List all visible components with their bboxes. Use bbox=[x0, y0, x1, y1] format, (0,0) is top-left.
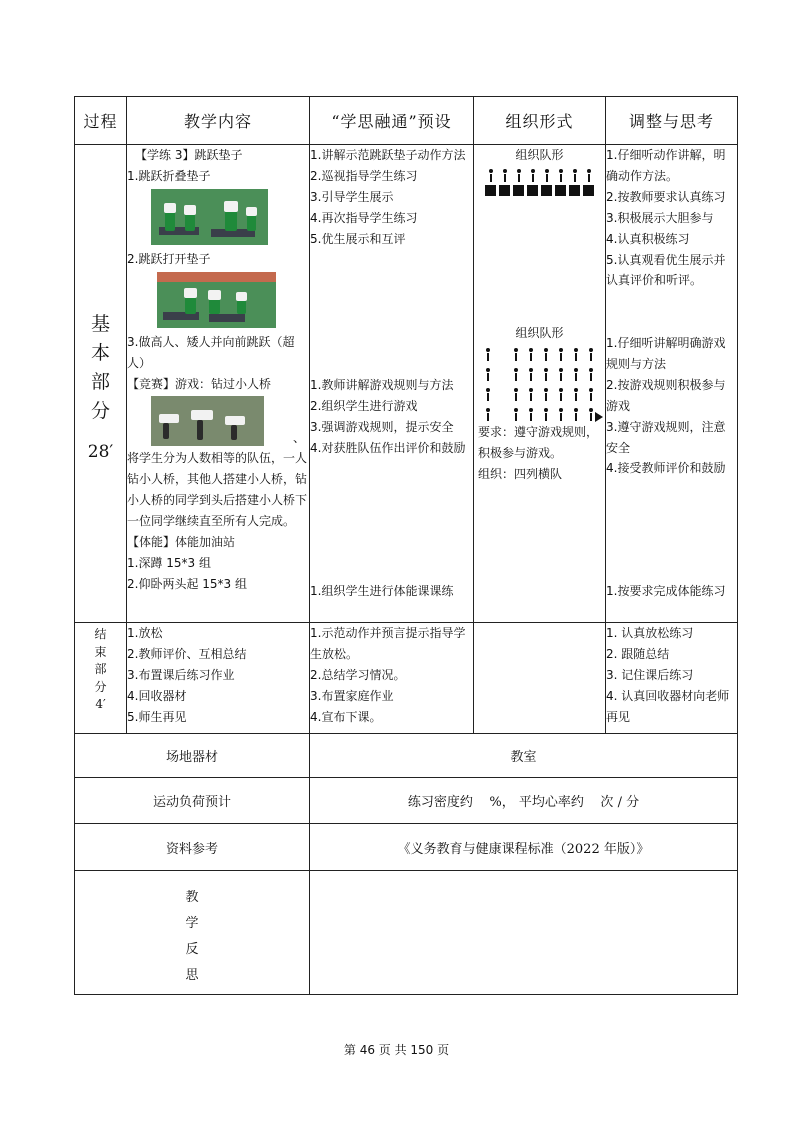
student-icon bbox=[543, 169, 551, 183]
adjust-cell bbox=[606, 145, 738, 623]
game-desc-mark: 、 bbox=[292, 431, 305, 446]
end-content-cell: 1.放松 2.教师评价、互相总结 3.布置课后练习作业 4.回收器材 5.师生再见 bbox=[127, 623, 310, 734]
student-icon bbox=[484, 388, 492, 402]
game-photo-wrap bbox=[127, 394, 309, 448]
student-icon bbox=[542, 388, 550, 402]
load-row bbox=[75, 778, 738, 824]
reflection-label: 教 学 反 思 bbox=[75, 871, 310, 995]
preset-b-1: 1.教师讲解游戏规则与方法 bbox=[310, 378, 454, 392]
preset-a-3: 3.引导学生展示 bbox=[310, 189, 394, 204]
practice-item-2: 2.跳跃打开垫子 bbox=[127, 251, 211, 266]
header-row bbox=[75, 97, 738, 145]
content-cell bbox=[127, 145, 310, 623]
fitness-item-1: 1.深蹲 15*3 组 bbox=[127, 555, 211, 570]
reference-label: 资料参考 bbox=[75, 824, 310, 871]
reference-value: 《义务教育与健康课程标准（2022 年版）》 bbox=[310, 824, 738, 871]
photo-jump-open-mat bbox=[157, 272, 276, 328]
student-icon bbox=[527, 368, 535, 382]
adjust-b-2: 2.按游戏规则积极参与游戏 bbox=[606, 377, 726, 413]
header-preset: “学思融通”预设 bbox=[310, 97, 474, 145]
mat-icon bbox=[527, 185, 538, 196]
student-icon bbox=[557, 169, 565, 183]
preset-b-2: 2.组织学生进行游戏 bbox=[310, 398, 418, 413]
end-preset-cell: 1.示范动作并预言提示指导学生放松。 2.总结学习情况。 3.布置家庭作业 4.宣布下课。 bbox=[310, 623, 474, 734]
student-icon bbox=[587, 348, 595, 362]
photo-crawl-bridge bbox=[151, 396, 264, 446]
formation-title-2: 组织队形 bbox=[515, 325, 564, 340]
student-icon bbox=[527, 388, 535, 402]
end-adjust-cell: 1. 认真放松练习 2. 跟随总结 3. 记住课后练习 4. 认真回收器材向老师再见 bbox=[606, 623, 738, 734]
load-value: 练习密度约 %， 平均心率约 次 / 分 bbox=[310, 778, 738, 824]
formation-title-1: 组织队形 bbox=[515, 148, 564, 162]
reference-row bbox=[75, 824, 738, 871]
student-icon bbox=[572, 408, 580, 422]
header-organization: 组织形式 bbox=[474, 97, 606, 145]
student-icon bbox=[484, 348, 492, 362]
mat-icon bbox=[569, 185, 580, 196]
load-label: 运动负荷预计 bbox=[75, 778, 310, 824]
student-icon bbox=[515, 169, 523, 183]
adjust-a-5: 5.认真观看优生展示并认真评价和听评。 bbox=[606, 252, 726, 288]
direction-arrow-icon bbox=[595, 412, 603, 422]
adjust-c-1: 1.按要求完成体能练习 bbox=[606, 584, 726, 598]
preset-c-1: 1.组织学生进行体能课课练 bbox=[310, 584, 454, 598]
adjust-b-4: 4.接受教师评价和鼓励 bbox=[606, 461, 726, 476]
end-section-label: 结 束 部 分 4′ bbox=[75, 623, 127, 734]
student-icon bbox=[571, 169, 579, 183]
student-icon bbox=[542, 408, 550, 422]
organization-formation: 组织：四列横队 bbox=[478, 466, 563, 481]
mat-icon bbox=[513, 185, 524, 196]
preset-b-3: 3.强调游戏规则，提示安全 bbox=[310, 419, 454, 434]
preset-b-4: 4.对获胜队伍作出评价和鼓励 bbox=[310, 440, 466, 455]
student-icon bbox=[512, 368, 520, 382]
adjust-a-4: 4.认真积极练习 bbox=[606, 231, 690, 246]
practice-item-1: 1.跳跃折叠垫子 bbox=[127, 168, 211, 183]
header-adjust: 调整与思考 bbox=[606, 97, 738, 145]
student-icon bbox=[542, 368, 550, 382]
venue-row bbox=[75, 734, 738, 778]
student-icon bbox=[557, 388, 565, 402]
student-icon bbox=[557, 408, 565, 422]
practice-item-3: 3.做高人、矮人并向前跳跃（超人） bbox=[127, 334, 295, 370]
student-icon bbox=[557, 368, 565, 382]
adjust-b-1: 1.仔细听讲解明确游戏规则与方法 bbox=[606, 336, 726, 371]
student-icon bbox=[557, 348, 565, 362]
student-icon bbox=[587, 388, 595, 402]
preset-a-5: 5.优生展示和互评 bbox=[310, 231, 406, 246]
student-icon bbox=[487, 169, 495, 183]
end-section-row bbox=[75, 623, 738, 734]
student-icon bbox=[585, 169, 593, 183]
formation-diagram-1 bbox=[474, 166, 605, 196]
venue-label: 场地器材 bbox=[75, 734, 310, 778]
student-icon bbox=[484, 408, 492, 422]
adjust-a-1: 1.仔细听动作讲解，明确动作方法。 bbox=[606, 148, 726, 183]
student-icon bbox=[501, 169, 509, 183]
student-icon bbox=[512, 348, 520, 362]
student-icon bbox=[572, 388, 580, 402]
lesson-plan-table bbox=[74, 96, 738, 995]
mat-icon bbox=[499, 185, 510, 196]
student-icon bbox=[527, 408, 535, 422]
fitness-title: 【体能】体能加油站 bbox=[127, 535, 236, 550]
student-icon bbox=[572, 368, 580, 382]
photo-jump-folded-mat bbox=[151, 189, 268, 245]
student-icon bbox=[484, 368, 492, 382]
practice-title: 【学练 3】跳跃垫子 bbox=[135, 148, 243, 162]
preset-cell bbox=[310, 145, 474, 623]
adjust-a-3: 3.积极展示大胆参与 bbox=[606, 210, 714, 225]
fitness-item-2: 2.仰卧两头起 15*3 组 bbox=[127, 576, 247, 591]
basic-section-label: 基 本 部 分 28′ bbox=[75, 145, 127, 623]
game-title: 【竞赛】游戏：钻过小人桥 bbox=[127, 376, 272, 391]
header-content: 教学内容 bbox=[127, 97, 310, 145]
mat-icon bbox=[485, 185, 496, 196]
adjust-a-2: 2.按教师要求认真练习 bbox=[606, 189, 726, 204]
reflection-content bbox=[310, 871, 738, 995]
preset-a-2: 2.巡视指导学生练习 bbox=[310, 168, 418, 183]
formation-diagram-2 bbox=[474, 344, 605, 422]
basic-duration: 28′ bbox=[87, 442, 114, 462]
page-number: 第 46 页 共 150 页 bbox=[343, 1043, 450, 1057]
adjust-b-3: 3.遵守游戏规则，注意安全 bbox=[606, 419, 726, 455]
student-icon bbox=[512, 388, 520, 402]
organization-requirement: 要求：遵守游戏规则，积极参与游戏。 bbox=[478, 424, 599, 460]
student-icon bbox=[572, 348, 580, 362]
end-organization-cell bbox=[474, 623, 606, 734]
mat-icon bbox=[541, 185, 552, 196]
basic-section-row bbox=[75, 145, 738, 623]
organization-cell bbox=[474, 145, 606, 623]
end-duration: 4′ bbox=[95, 697, 106, 711]
preset-a-4: 4.再次指导学生练习 bbox=[310, 210, 418, 225]
student-icon bbox=[527, 348, 535, 362]
mat-icon bbox=[555, 185, 566, 196]
game-description: 将学生分为人数相等的队伍，一人钻小人桥，其他人搭建小人桥，钻小人桥的同学到头后搭建小人桥下一位同学继续直至所有人完成。 bbox=[127, 451, 308, 529]
student-icon bbox=[587, 368, 595, 382]
header-process: 过程 bbox=[75, 97, 127, 145]
mat-icon bbox=[583, 185, 594, 196]
reflection-row bbox=[75, 871, 738, 995]
student-icon bbox=[587, 408, 595, 422]
preset-a-1: 1.讲解示范跳跃垫子动作方法 bbox=[310, 148, 466, 162]
student-icon bbox=[542, 348, 550, 362]
student-icon bbox=[529, 169, 537, 183]
student-icon bbox=[512, 408, 520, 422]
venue-value: 教室 bbox=[310, 734, 738, 778]
